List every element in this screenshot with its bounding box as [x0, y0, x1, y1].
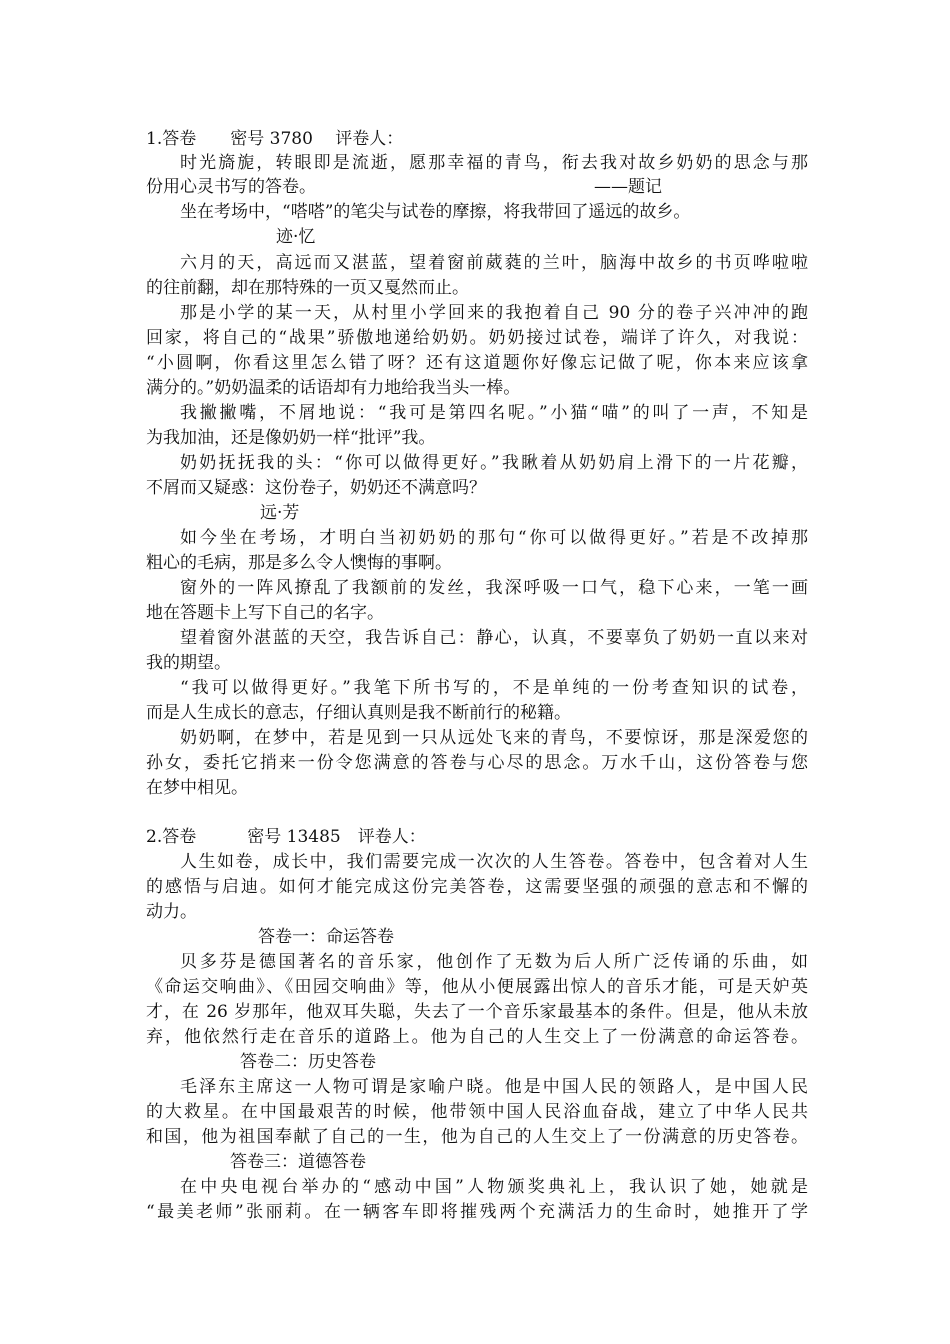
text-line: 窗外的一阵风撩乱了我额前的发丝，我深呼吸一口气，稳下心来，一笔一画	[180, 578, 808, 598]
text-line: 粗心的毛病，那是多么令人懊悔的事啊。	[146, 553, 452, 573]
text-line: 份用心灵书写的答卷。	[146, 177, 316, 197]
text-line: “最美老师”张丽莉。在一辆客车即将摧残两个充满活力的生命时，她推开了学	[146, 1202, 808, 1222]
text-line: 如今坐在考场，才明白当初奶奶的那句“你可以做得更好。”若是不改掉那	[180, 528, 808, 548]
text-line: 迹·忆	[276, 227, 316, 247]
text-line: 的大救星。在中国最艰苦的时候，他带领中国人民浴血奋战，建立了中华人民共	[146, 1102, 808, 1122]
text-line: “小圆啊，你看这里怎么错了呀？还有这道题你好像忘记做了呢，你本来应该拿	[146, 353, 808, 373]
text-line: 奶奶啊，在梦中，若是见到一只从远处飞来的青鸟，不要惊讶，那是深爱您的	[180, 728, 808, 748]
text-line: 望着窗外湛蓝的天空，我告诉自己：静心，认真，不要辜负了奶奶一直以来对	[180, 628, 808, 648]
text-line: 答卷二：历史答卷	[240, 1052, 376, 1072]
text-line: 为我加油，还是像奶奶一样“批评”我。	[146, 428, 436, 448]
text-line: 远·芳	[260, 503, 300, 523]
text-line: 地在答题卡上写下自己的名字。	[146, 603, 384, 623]
text-line: 我的期望。	[146, 653, 231, 673]
text-line: 在梦中相见。	[146, 778, 248, 798]
text-line: 而是人生成长的意志，仔细认真则是我不断前行的秘籍。	[146, 703, 571, 723]
text-line: 答卷三：道德答卷	[230, 1152, 366, 1172]
text-line: 我撇撇嘴，不屑地说：“我可是第四名呢。”小猫“喵”的叫了一声，不知是	[180, 403, 808, 423]
text-line: 那是小学的某一天，从村里小学回来的我抱着自己 90 分的卷子兴冲冲的跑	[180, 303, 808, 323]
text-line: 时光旖旎，转眼即是流逝，愿那幸福的青鸟，衔去我对故乡奶奶的思念与那	[180, 153, 808, 173]
text-line: 2.答卷 密号 13485 评卷人：	[146, 827, 426, 847]
text-line: 回家，将自己的“战果”骄傲地递给奶奶。奶奶接过试卷，端详了许久，对我说：	[146, 328, 808, 348]
text-line: 满分的。”奶奶温柔的话语却有力地给我当头一棒。	[146, 378, 521, 398]
text-line: 的感悟与启迪。如何才能完成这份完美答卷，这需要坚强的顽强的意志和不懈的	[146, 877, 808, 897]
text-line: 贝多芬是德国著名的音乐家，他创作了无数为后人所广泛传诵的乐曲，如	[180, 952, 808, 972]
text-line: 在中央电视台举办的“感动中国”人物颁奖典礼上，我认识了她，她就是	[180, 1177, 808, 1197]
text-line: 六月的天，高远而又湛蓝，望着窗前葳蕤的兰叶，脑海中故乡的书页哗啦啦	[180, 253, 808, 273]
text-line: 奶奶抚抚我的头：“你可以做得更好。”我瞅着从奶奶肩上滑下的一片花瓣，	[180, 453, 808, 473]
text-line: “我可以做得更好。”我笔下所书写的，不是单纯的一份考查知识的试卷，	[180, 678, 808, 698]
text-line: 和国，他为祖国奉献了自己的一生，他为自己的人生交上了一份满意的历史答卷。	[146, 1127, 808, 1147]
text-line: 的往前翻，却在那特殊的一页又戛然而止。	[146, 278, 469, 298]
text-line: 弃，他依然行走在音乐的道路上。他为自己的人生交上了一份满意的命运答卷。	[146, 1027, 808, 1047]
text-line: 孙女，委托它捎来一份令您满意的答卷与心尽的思念。万水千山，这份答卷与您	[146, 753, 808, 773]
text-line: 《命运交响曲》、《田园交响曲》等，他从小便展露出惊人的音乐才能，可是天妒英	[146, 977, 808, 997]
text-line: 才，在 26 岁那年，他双耳失聪，失去了一个音乐家最基本的条件。但是，他从未放	[146, 1002, 808, 1022]
text-line: 不屑而又疑惑：这份卷子，奶奶还不满意吗？	[146, 478, 486, 498]
text-line: 人生如卷，成长中，我们需要完成一次次的人生答卷。答卷中，包含着对人生	[180, 852, 808, 872]
text-line: 答卷一：命运答卷	[258, 927, 394, 947]
text-line: 1.答卷 密号 3780 评卷人：	[146, 129, 404, 149]
text-line: ——题记	[594, 177, 662, 197]
text-line: 坐在考场中，“嗒嗒”的笔尖与试卷的摩擦，将我带回了遥远的故乡。	[180, 202, 691, 222]
text-line: 毛泽东主席这一人物可谓是家喻户晓。他是中国人民的领路人，是中国人民	[180, 1077, 808, 1097]
text-line: 动力。	[146, 902, 197, 922]
